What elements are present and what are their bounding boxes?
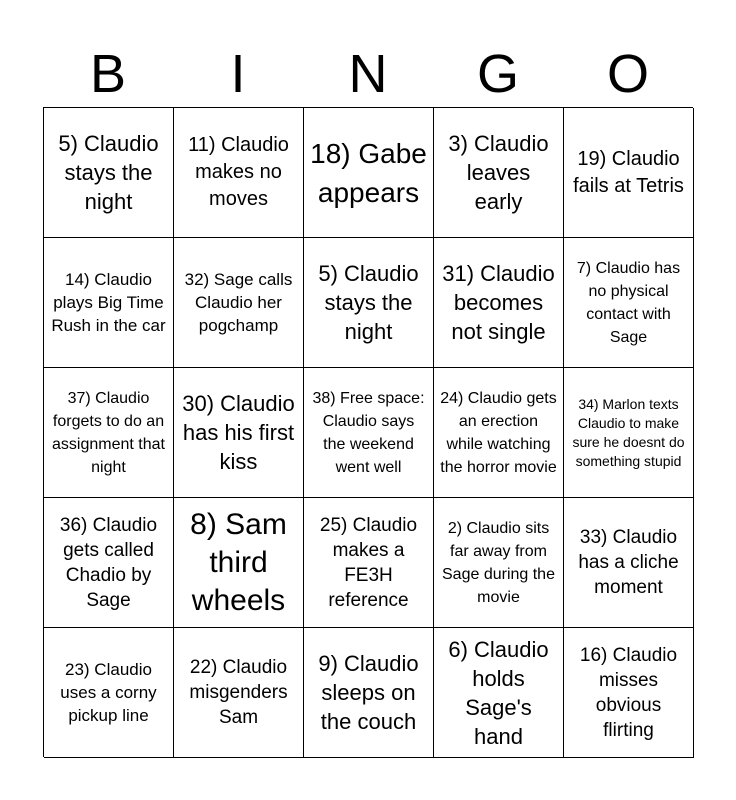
bingo-cell-r3-c4[interactable] — [434, 368, 564, 498]
bingo-cell-r5-c2[interactable] — [174, 628, 304, 758]
cell-label: 33) Claudio has a cliche moment — [578, 527, 679, 598]
bingo-cell-r2-c5[interactable] — [564, 238, 694, 368]
header-letter-b: B — [89, 44, 127, 104]
bingo-cell-r1-c3[interactable] — [304, 108, 434, 238]
cell-label: 2) Claudio sits far away from Sage during the movie — [442, 519, 555, 606]
bingo-cell-r4-c5[interactable] — [564, 498, 694, 628]
cell-label: 25) Claudio makes a FE3H reference — [319, 514, 418, 611]
header-letter-i: I — [230, 44, 246, 104]
header-letter-n: N — [348, 44, 388, 104]
bingo-cell-r1-c2[interactable] — [174, 108, 304, 238]
cell-label: 6) Claudio holds Sage's hand — [448, 636, 549, 749]
cell-label: 30) Claudio has his first kiss — [182, 391, 295, 474]
header-letter-g: G — [476, 44, 519, 104]
cell-label: 9) Claudio sleeps on the couch — [318, 651, 419, 734]
bingo-cell-r4-c3[interactable] — [304, 498, 434, 628]
cell-label: 19) Claudio fails at Tetris — [573, 147, 684, 197]
bingo-cell-r3-c1[interactable] — [44, 368, 174, 498]
cell-label: 18) Gabe appears — [310, 137, 427, 208]
bingo-cell-r4-c4[interactable] — [434, 498, 564, 628]
cell-label: 3) Claudio leaves early — [448, 131, 549, 214]
header-letter-o: O — [606, 44, 649, 104]
bingo-board — [43, 107, 693, 757]
bingo-cell-r2-c2[interactable] — [174, 238, 304, 368]
bingo-cell-r3-c5[interactable] — [564, 368, 694, 498]
cell-label: 37) Claudio forgets to do an assignment that night — [52, 389, 165, 476]
bingo-cell-r1-c5[interactable] — [564, 108, 694, 238]
bingo-cell-r5-c3[interactable] — [304, 628, 434, 758]
bingo-cell-r2-c4[interactable] — [434, 238, 564, 368]
cell-label: 34) Marlon texts Claudio to make sure he doesnt do something stupid — [572, 395, 685, 469]
cell-label: 24) Claudio gets an erection while watching the horror movie — [440, 389, 557, 476]
bingo-cell-r5-c4[interactable] — [434, 628, 564, 758]
bingo-cell-r2-c1[interactable] — [44, 238, 174, 368]
cell-label: 5) Claudio stays the night — [58, 131, 159, 214]
cell-label: 38) Free space: Claudio says the weekend went well — [312, 389, 425, 476]
bingo-cell-r4-c1[interactable] — [44, 498, 174, 628]
bingo-cell-free-space[interactable] — [304, 368, 434, 498]
cell-label: 16) Claudio misses obvious flirting — [579, 644, 678, 741]
cell-label: 7) Claudio has no physical contact with Sage — [576, 259, 681, 346]
bingo-cell-r1-c1[interactable] — [44, 108, 174, 238]
cell-label: 22) Claudio misgenders Sam — [189, 657, 288, 728]
cell-label: 11) Claudio makes no moves — [188, 134, 289, 210]
cell-label: 31) Claudio becomes not single — [442, 261, 555, 344]
bingo-cell-r2-c3[interactable] — [304, 238, 434, 368]
cell-label: 32) Sage calls Claudio her pogchamp — [184, 270, 293, 335]
bingo-cell-r5-c1[interactable] — [44, 628, 174, 758]
bingo-header — [43, 40, 693, 108]
cell-label: 5) Claudio stays the night — [318, 261, 419, 344]
bingo-cell-r4-c2[interactable] — [174, 498, 304, 628]
bingo-cell-r5-c5[interactable] — [564, 628, 694, 758]
bingo-cell-r1-c4[interactable] — [434, 108, 564, 238]
cell-label: 23) Claudio uses a corny pickup line — [60, 660, 157, 725]
bingo-cell-r3-c2[interactable] — [174, 368, 304, 498]
cell-label: 14) Claudio plays Big Time Rush in the car — [51, 270, 166, 335]
cell-label: 8) Sam third wheels — [190, 507, 287, 617]
cell-label: 36) Claudio gets called Chadio by Sage — [59, 514, 158, 611]
